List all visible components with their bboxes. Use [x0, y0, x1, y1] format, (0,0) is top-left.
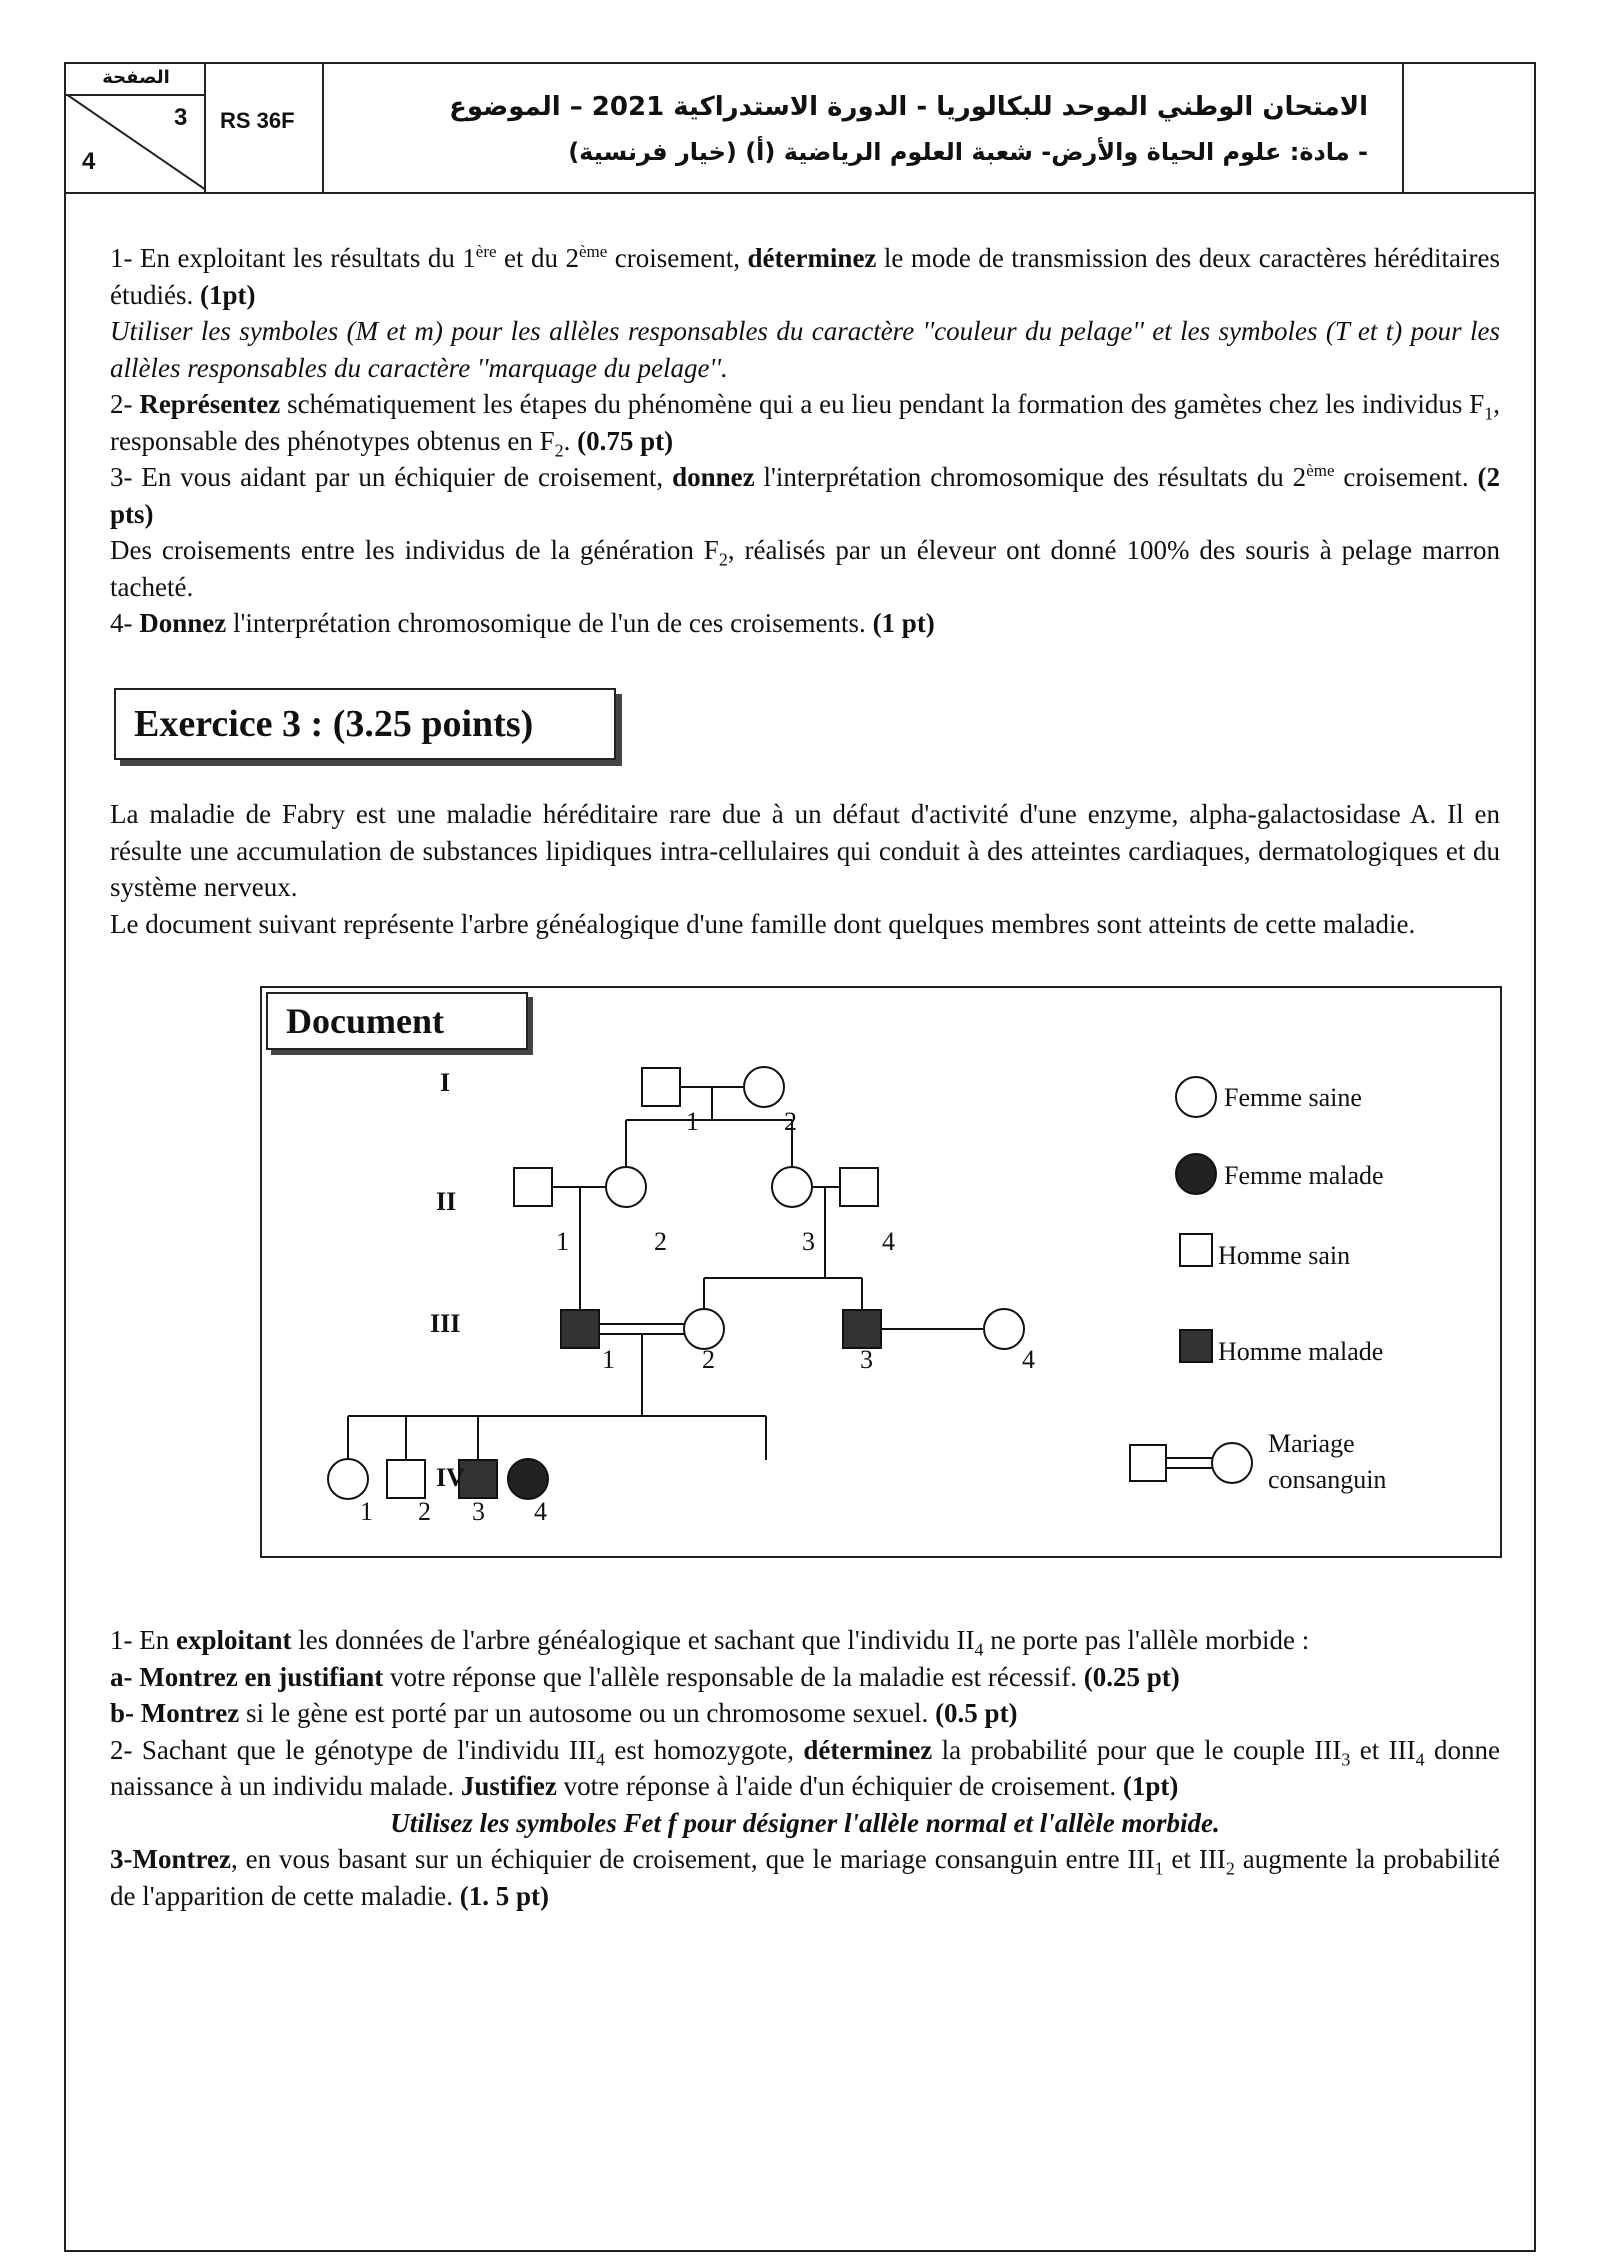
num-II-2: 2	[654, 1227, 667, 1256]
individual-III-4	[984, 1309, 1024, 1349]
individual-IV-1	[328, 1459, 368, 1499]
page-label: الصفحة	[66, 64, 206, 96]
exercise2-questions	[110, 240, 1500, 642]
individual-IV-2	[387, 1460, 425, 1498]
num-IV-3: 3	[472, 1497, 485, 1526]
ex3-question-2: 2- Sachant que le génotype de l'individu $III_4$ est homozygote, déterminez la probabilité pour que le couple $III_3$ et $III_4$ donne naissance à un individu malade. Justifiez votre réponse à l'aide d'un échiquier de croisement. (1pt)	[110, 1734, 1500, 1801]
exercise3-intro	[110, 796, 1500, 942]
num-IV-4: 4	[534, 1497, 547, 1526]
ex2-cross-statement: Des croisements entre les individus de la génération $F_2$, réalisés par un éleveur ont donné 100% des souris à pelage marron tacheté.	[110, 535, 1500, 602]
ex2-question-1: 1- En exploitant les résultats du 1ère et du 2ème croisement, déterminez le mode de transmission des deux caractères héréditaires étudiés. (1pt)	[110, 242, 1500, 310]
exam-title-box	[324, 64, 1404, 192]
ex3-question-1a: a- Montrez en justifiant votre réponse que l'allèle responsable de la maladie est récessif. (0.25 pt)	[110, 1661, 1180, 1692]
num-III-2: 2	[702, 1345, 715, 1374]
num-IV-1: 1	[360, 1497, 373, 1526]
num-IV-2: 2	[418, 1497, 431, 1526]
ex2-question-4: 4- Donnez l'interprétation chromosomique de l'un de ces croisements. (1 pt)	[110, 608, 935, 638]
ex3-question-1b: b- Montrez si le gène est porté par un autosome ou un chromosome sexuel. (0.5 pt)	[110, 1698, 1018, 1728]
legend-healthy-female: Femme saine	[1224, 1083, 1362, 1112]
legend-healthy-female-icon	[1176, 1077, 1216, 1117]
ex2-symbols-note: Utiliser les symboles (M et m) pour les allèles responsables du caractère ''couleur du pelage'' et les symboles (T et t) pour les allèles responsables du caractère ''marquage du pelage''.	[110, 316, 1500, 383]
individual-I-2	[744, 1067, 784, 1107]
individual-II-4	[840, 1168, 878, 1206]
ex3-intro-paragraph-1: La maladie de Fabry est une maladie héréditaire rare due à un défaut d'activité d'une enzyme, alpha-galactosidase A. Il en résulte une accumulation de substances lipidiques intra-cellulaires qui conduit à des atteintes cardiaques, dermatologiques et du système nerveux.	[110, 799, 1500, 902]
exam-title-line2: - مادة: علوم الحياة والأرض- شعبة العلوم الرياضية (أ) (خيار فرنسية)	[568, 138, 1368, 166]
individual-III-1	[561, 1310, 599, 1348]
page-number-box	[66, 64, 206, 192]
individual-II-1	[514, 1168, 552, 1206]
num-I-2: 2	[784, 1107, 797, 1136]
gen-label-I: I	[440, 1068, 451, 1097]
num-III-3: 3	[860, 1345, 873, 1374]
num-III-1: 1	[602, 1345, 615, 1374]
gen-label-III: III	[430, 1309, 461, 1338]
legend-consanguineous-1: Mariage	[1268, 1429, 1355, 1458]
legend-consanguineous-2: consanguin	[1268, 1465, 1387, 1494]
exercise3-questions	[110, 1622, 1500, 1914]
num-III-4: 4	[1022, 1345, 1035, 1374]
legend-affected-male: Homme malade	[1218, 1337, 1384, 1366]
ex3-question-3: 3-Montrez, en vous basant sur un échiquier de croisement, que le mariage consanguin entre $III_1$ et $III_2$ augmente la probabilité de l'apparition de cette maladie. (1. 5 pt)	[110, 1844, 1500, 1911]
individual-II-2	[606, 1167, 646, 1207]
legend-healthy-male: Homme sain	[1218, 1241, 1351, 1270]
page-current: 3	[174, 104, 188, 131]
header-divider	[66, 192, 1534, 194]
ex2-question-3: 3- En vous aidant par un échiquier de croisement, donnez l'interprétation chromosomique des résultats du 2ème croisement. (2 pts)	[110, 461, 1500, 529]
exam-code: RS 36F	[206, 64, 324, 192]
individual-IV-4	[508, 1459, 548, 1499]
exam-title-line1: الامتحان الوطني الموحد للبكالوريا - الدورة الاستدراكية 2021 – الموضوع	[449, 92, 1368, 122]
individual-III-3	[843, 1310, 881, 1348]
legend-affected-female-icon	[1176, 1154, 1216, 1194]
individual-III-2	[684, 1309, 724, 1349]
legend-consanguineous-female-icon	[1212, 1443, 1252, 1483]
document-title: Document	[266, 992, 528, 1050]
individual-II-3	[772, 1167, 812, 1207]
gen-label-II: II	[436, 1187, 457, 1216]
ex3-question-1: 1- En exploitant les données de l'arbre généalogique et sachant que l'individu $II_4$ ne porte pas l'allèle morbide :	[110, 1625, 1310, 1660]
legend-healthy-male-icon	[1180, 1234, 1212, 1266]
num-II-1: 1	[556, 1227, 569, 1256]
ex3-intro-paragraph-2: Le document suivant représente l'arbre généalogique d'une famille dont quelques membres sont atteints de cette maladie.	[110, 908, 1416, 939]
legend-consanguineous-male-icon	[1130, 1445, 1166, 1481]
exercise3-title: Exercice 3 : (3.25 points)	[114, 688, 616, 760]
page-total: 4	[82, 148, 96, 175]
num-II-3: 3	[802, 1227, 815, 1256]
num-II-4: 4	[882, 1227, 895, 1256]
gen-label-IV: IV	[436, 1463, 465, 1492]
ex2-question-2: 2- Représentez schématiquement les étapes du phénomène qui a eu lieu pendant la formation des gamètes chez les individus $F_1$, responsable des phénotypes obtenus en $F_2$. (0.75 pt)	[110, 389, 1500, 460]
legend-affected-male-icon	[1180, 1330, 1212, 1362]
pedigree-chart	[262, 988, 1500, 1556]
legend-affected-female: Femme malade	[1224, 1161, 1384, 1190]
individual-I-1	[642, 1068, 680, 1106]
ex3-symbols-note: Utilisez les symboles Fet f pour désigner l'allèle normal et l'allèle morbide.	[390, 1807, 1220, 1838]
num-I-1: 1	[686, 1107, 699, 1136]
